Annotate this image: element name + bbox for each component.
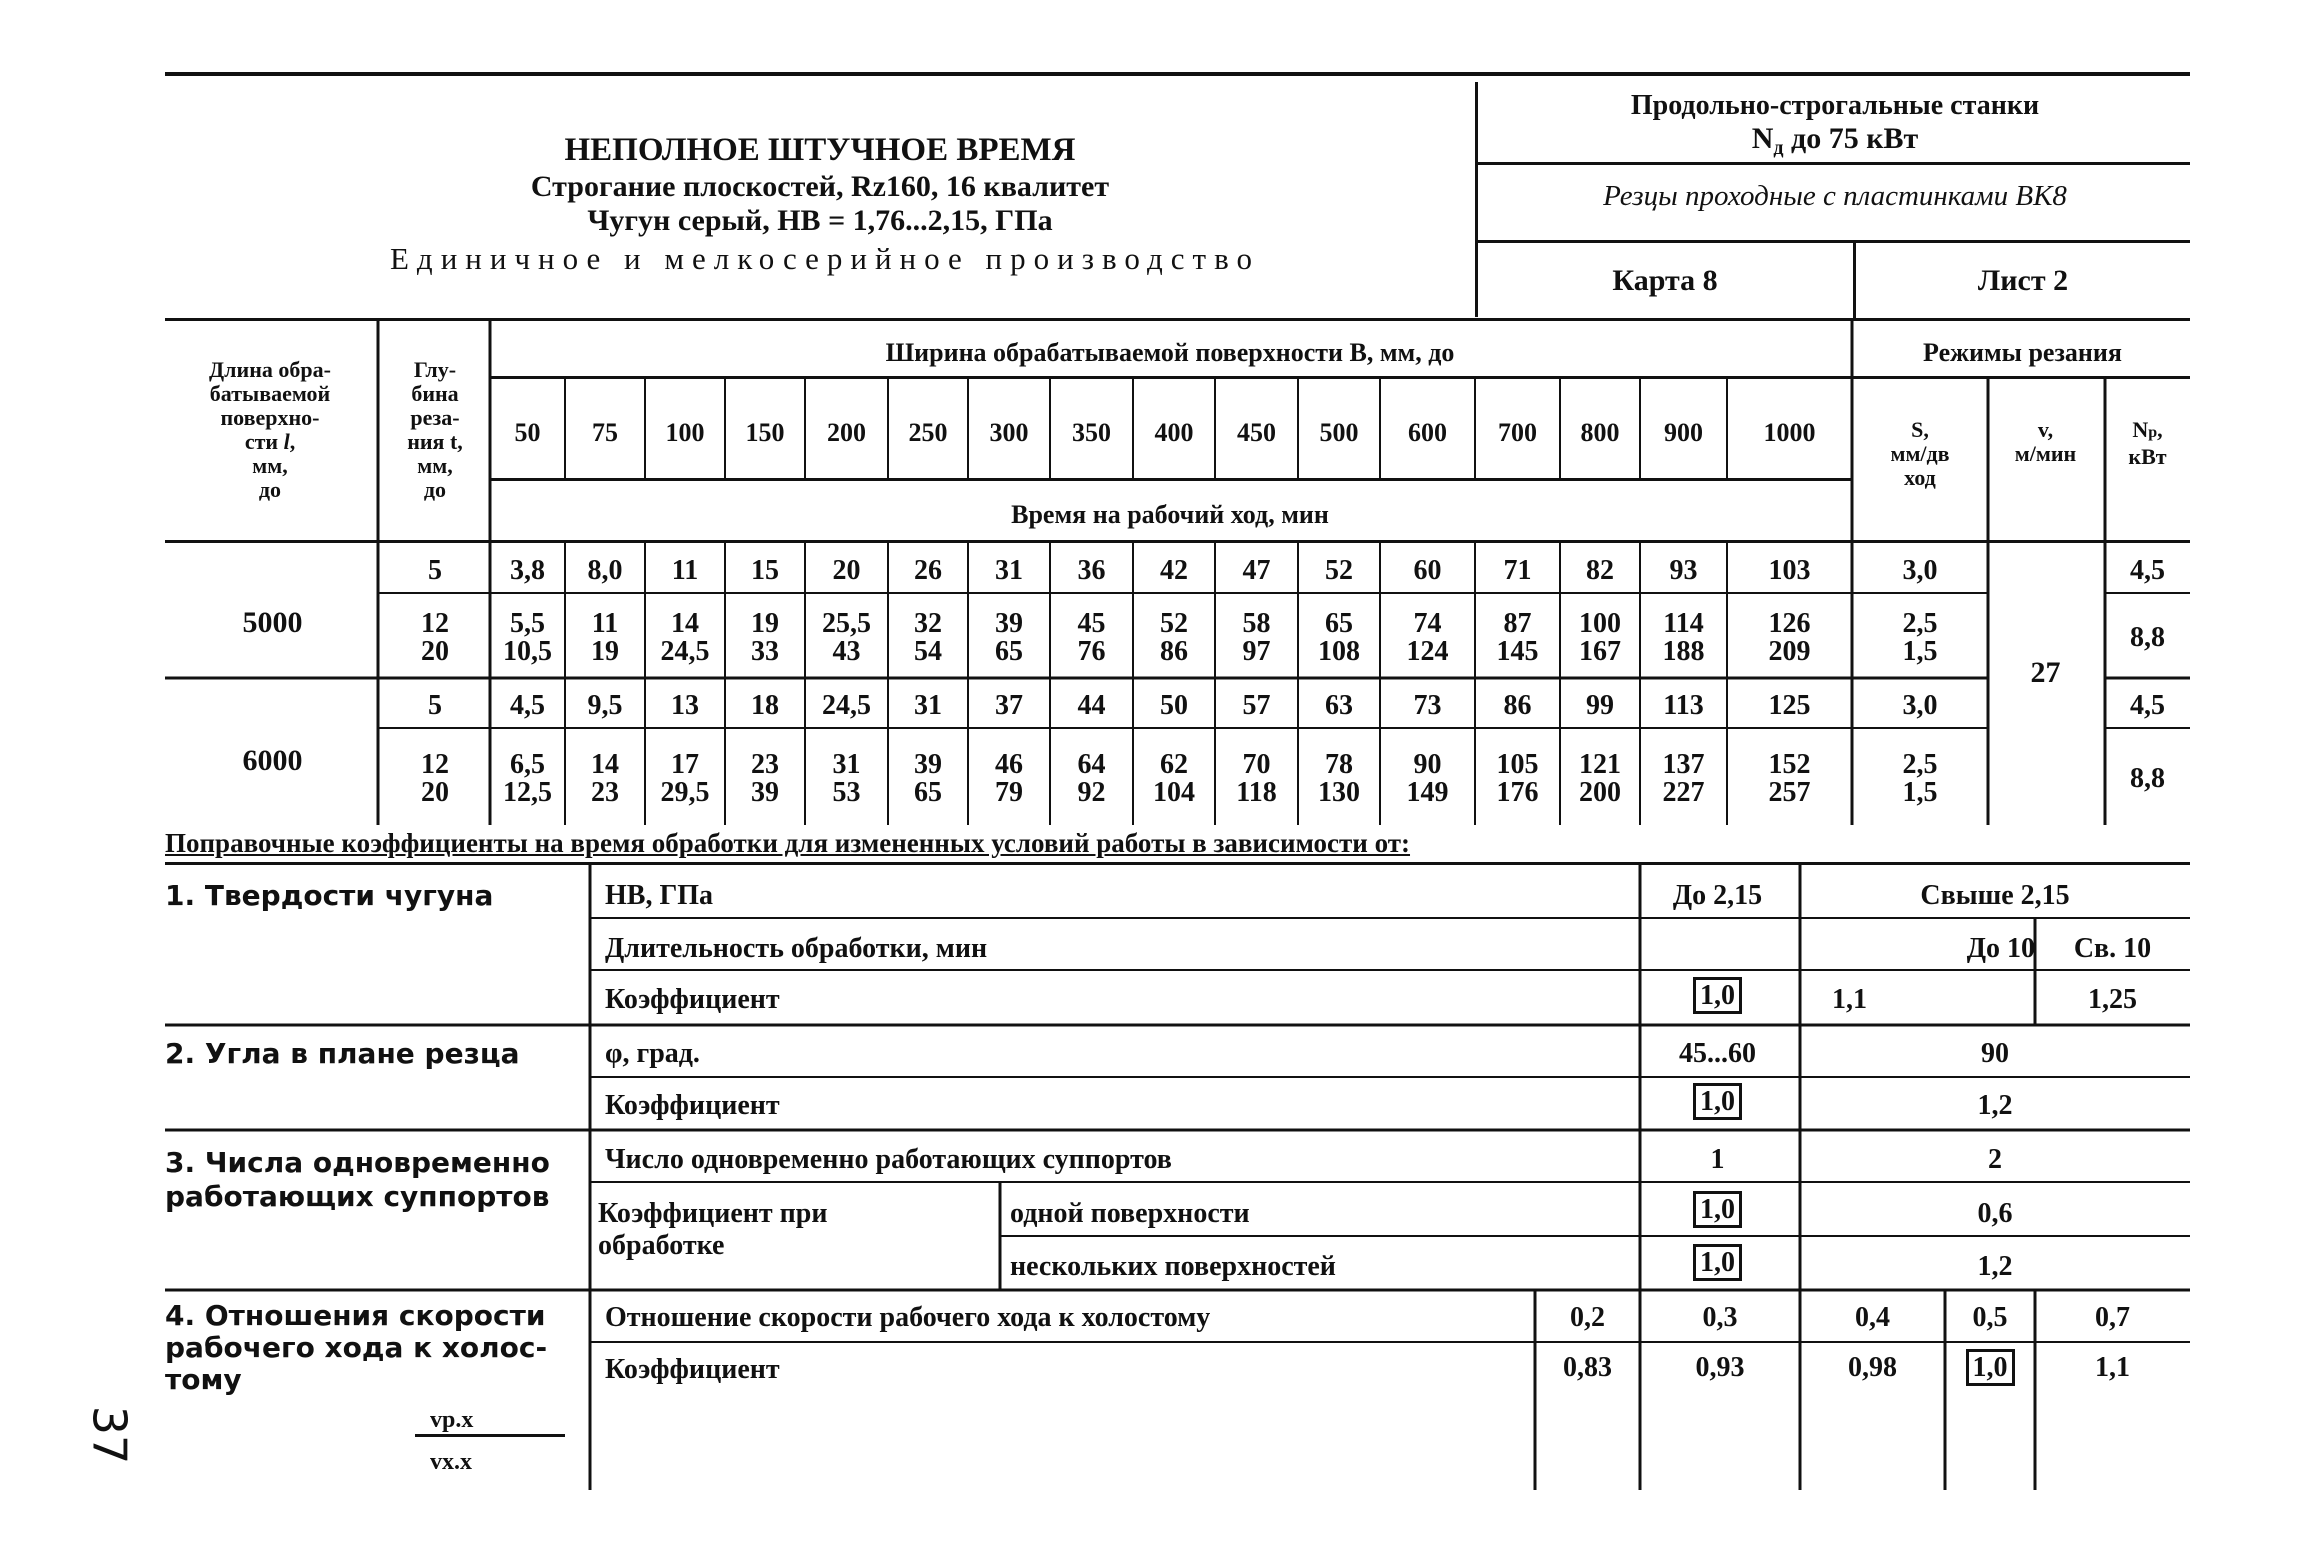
time-cell: 62 104 (1153, 749, 1195, 808)
s3-many-surfaces-b: 1,2 (1977, 1251, 2013, 1282)
width-450: 450 (1237, 418, 1276, 447)
width-50: 50 (514, 418, 541, 447)
width-100: 100 (665, 418, 705, 447)
time-cell: 44 (1077, 689, 1106, 721)
section4-title: 4. Отношения скорости рабочего хода к холос-тому (165, 1299, 548, 1396)
time-cell: 3,8 (510, 554, 545, 586)
time-cell: 64 92 (1077, 749, 1106, 808)
feed-cell: 2,5 1,5 (1902, 608, 1938, 667)
s3-count-a: 1 (1710, 1144, 1725, 1175)
width-header: Ширина обрабатываемой поверхности В, мм, до (885, 338, 1455, 367)
time-cell: 37 (995, 689, 1023, 721)
time-cell: 52 86 (1160, 608, 1188, 667)
time-cell: 137 227 (1662, 749, 1705, 808)
s1-duration-label: Длительность обработки, мин (605, 933, 988, 964)
corrections-heading: Поправочные коэффициенты на время обработки для измененных условий работы в зависимости от: (165, 828, 1411, 858)
time-cell: 14 24,5 (660, 608, 710, 667)
time-cell: 45 76 (1077, 608, 1106, 667)
time-cell: 58 97 (1242, 608, 1271, 667)
feed-cell: 2,5 1,5 (1902, 749, 1938, 808)
page-number: 37 (82, 1405, 137, 1465)
width-500: 500 (1319, 418, 1359, 447)
time-cell: 73 (1413, 689, 1442, 721)
doc-title: НЕПОЛНОЕ ШТУЧНОЕ ВРЕМЯ (564, 132, 1076, 168)
time-cell: 105 176 (1496, 749, 1539, 808)
time-cell: 32 54 (914, 608, 942, 667)
v-value: 27 (2030, 656, 2061, 689)
s-label: S, мм/дв ход (1890, 417, 1950, 490)
section3-title: 3. Числа одновременно работающих суппортов (165, 1146, 550, 1213)
machine-type: Продольно-строгальные станки (1630, 90, 2040, 121)
np-label: Nр, кВт (2128, 417, 2167, 469)
time-cell: 5,5 10,5 (503, 608, 552, 667)
section2-title: 2. Угла в плане резца (165, 1037, 520, 1070)
depth-cell: 12 20 (421, 749, 449, 808)
section1-title: 1. Твердости чугуна (165, 879, 494, 912)
time-cell: 121 200 (1579, 749, 1621, 808)
time-cell: 15 (751, 554, 779, 586)
time-cell: 93 (1669, 554, 1698, 586)
time-cell: 125 (1768, 689, 1811, 721)
time-cell: 6,5 12,5 (503, 749, 552, 808)
time-cell: 113 (1663, 689, 1704, 721)
s1-duration-a: До 10 (1966, 933, 2035, 964)
sheet-number: Лист 2 (1977, 264, 2069, 297)
power-cell: 8,8 (2130, 622, 2165, 653)
time-cell: 82 (1586, 554, 1614, 586)
power-limit: до 75 кВт (1783, 122, 1919, 155)
s3-one-surface-label: одной поверхности (1010, 1198, 1250, 1229)
s4-ratio-cell: 0,3 (1702, 1302, 1738, 1333)
s4-ratio-cell: 0,4 (1855, 1302, 1890, 1333)
power-cell: 4,5 (2130, 554, 2165, 586)
power-symbol: N (1751, 122, 1774, 155)
width-300: 300 (989, 418, 1029, 447)
time-cell: 8,0 (587, 554, 623, 586)
power-cell: 8,8 (2130, 763, 2165, 794)
time-cell: 4,5 (510, 689, 545, 721)
time-cell: 20 (832, 554, 861, 586)
s1-coef-label: Коэффициент (605, 984, 780, 1015)
doc-subtitle-operation: Строгание плоскостей, Rz160, 16 квалитет (530, 170, 1110, 203)
time-cell: 36 (1077, 554, 1106, 586)
time-header: Время на рабочий ход, мин (1011, 500, 1329, 529)
s2-coef-label: Коэффициент (605, 1090, 780, 1121)
time-cell: 19 33 (751, 608, 779, 667)
time-cell: 87 145 (1496, 608, 1539, 667)
width-150: 150 (745, 418, 785, 447)
width-200: 200 (827, 418, 866, 447)
s4-ratio-cell: 0,7 (2095, 1302, 2130, 1333)
width-75: 75 (592, 418, 618, 447)
time-cell: 26 (914, 554, 942, 586)
v-label: v, м/мин (2014, 417, 2077, 466)
time-cell: 11 (671, 554, 699, 586)
s4-coef-cell: 0,93 (1695, 1352, 1745, 1383)
time-cell: 57 (1242, 689, 1271, 721)
s1-coef-c: 1,25 (2088, 984, 2137, 1015)
s4-coef-cell-boxed: 1,0 (1966, 1349, 2015, 1386)
s3-many-surfaces-a-boxed: 1,0 (1693, 1244, 1742, 1281)
s2-angle-label: φ, град. (605, 1038, 700, 1069)
s3-coef-label: Коэффициент при обработке (598, 1198, 828, 1261)
s2-angle-b: 90 (1981, 1038, 2009, 1069)
time-cell: 70 118 (1236, 749, 1277, 808)
time-cell: 78 130 (1318, 749, 1360, 808)
feed-cell: 3,0 (1902, 554, 1938, 586)
time-cell: 86 (1503, 689, 1532, 721)
length-6000: 6000 (242, 744, 303, 777)
width-400: 400 (1154, 418, 1194, 447)
modes-header: Режимы резания (1923, 338, 2122, 367)
s3-one-surface-a-boxed: 1,0 (1693, 1191, 1742, 1228)
depth-cell: 12 20 (421, 608, 449, 667)
s2-coef-b: 1,2 (1977, 1090, 2013, 1121)
time-cell: 90 149 (1406, 749, 1449, 808)
s4-ratio-cell: 0,5 (1972, 1302, 2008, 1333)
depth-cell: 5 (428, 554, 442, 586)
card-number: Карта 8 (1612, 264, 1718, 297)
time-cell: 13 (671, 689, 699, 721)
s1-coef-a-boxed: 1,0 (1693, 977, 1742, 1014)
time-cell: 74 124 (1406, 608, 1449, 667)
power-cell: 4,5 (2130, 689, 2165, 721)
s4-coef-label: Коэффициент (605, 1354, 780, 1385)
time-cell: 39 65 (995, 608, 1023, 667)
s3-many-surfaces-label: нескольких поверхностей (1010, 1251, 1336, 1282)
depth-cell: 5 (428, 689, 442, 721)
feed-cell: 3,0 (1902, 689, 1938, 721)
time-cell: 18 (751, 689, 779, 721)
s4-frac-num: vр.х (430, 1407, 474, 1433)
time-cell: 9,5 (587, 689, 623, 721)
time-cell: 152 257 (1768, 749, 1811, 808)
col-depth-header: Глу- бина реза- ния t, мм, до (407, 357, 463, 502)
s1-duration-b: Св. 10 (2073, 933, 2152, 964)
width-700: 700 (1498, 418, 1537, 447)
time-cell: 47 (1242, 554, 1271, 586)
s2-coef-a-boxed: 1,0 (1693, 1083, 1742, 1120)
width-600: 600 (1408, 418, 1447, 447)
doc-production-type: Единичное и мелкосерийное производство (389, 241, 1260, 276)
power-subscript: д (1773, 137, 1784, 159)
s1-hb-b: Свыше 2,15 (1920, 880, 2070, 911)
time-cell: 14 23 (591, 749, 619, 808)
time-cell: 63 (1325, 689, 1353, 721)
s4-ratio-cell: 0,2 (1570, 1302, 1605, 1333)
time-cell: 65 108 (1318, 608, 1360, 667)
width-800: 800 (1580, 418, 1620, 447)
s4-coef-cell: 1,1 (2095, 1352, 2130, 1383)
time-cell: 50 (1160, 689, 1188, 721)
s4-ratio-label: Отношение скорости рабочего хода к холостому (605, 1302, 1211, 1333)
tool-type: Резцы проходные с пластинками ВК8 (1603, 180, 2067, 212)
time-cell: 100 167 (1579, 608, 1621, 667)
s3-count-label: Число одновременно работающих суппортов (605, 1144, 1172, 1175)
time-cell: 71 (1503, 554, 1532, 586)
time-cell: 31 (995, 554, 1023, 586)
col-length-header: Длина обра- батываемой поверхно- сти l, мм, до (209, 357, 331, 502)
s4-coef-cell: 0,83 (1563, 1352, 1612, 1383)
s4-frac-den: vх.х (430, 1449, 472, 1475)
time-cell: 31 (914, 689, 942, 721)
time-cell: 11 19 (591, 608, 619, 667)
length-5000: 5000 (242, 606, 303, 639)
s1-hb-a: До 2,15 (1672, 880, 1763, 911)
s2-angle-a: 45...60 (1679, 1038, 1756, 1069)
s1-coef-b: 1,1 (1832, 984, 1867, 1015)
time-cell: 99 (1586, 689, 1614, 721)
doc-subtitle-material: Чугун серый, НВ = 1,76...2,15, ГПа (587, 204, 1053, 237)
time-cell: 17 29,5 (660, 749, 710, 808)
s4-coef-cell: 0,98 (1848, 1352, 1897, 1383)
time-cell: 23 39 (751, 749, 779, 808)
time-cell: 103 (1768, 554, 1811, 586)
s3-one-surface-b: 0,6 (1977, 1198, 2013, 1229)
time-cell: 25,5 43 (822, 608, 871, 667)
width-900: 900 (1664, 418, 1703, 447)
time-cell: 42 (1160, 554, 1188, 586)
time-cell: 39 65 (914, 749, 942, 808)
time-cell: 24,5 (822, 689, 871, 721)
width-350: 350 (1072, 418, 1111, 447)
s3-count-b: 2 (1988, 1144, 2002, 1175)
width-250: 250 (908, 418, 948, 447)
width-1000: 1000 (1763, 418, 1816, 447)
time-cell: 52 (1325, 554, 1353, 586)
time-cell: 46 79 (995, 749, 1023, 808)
time-cell: 60 (1413, 554, 1442, 586)
time-cell: 114 188 (1662, 608, 1705, 667)
time-cell: 126 209 (1768, 608, 1811, 667)
s1-hb-label: НВ, ГПа (605, 880, 714, 911)
time-cell: 31 53 (832, 749, 861, 808)
